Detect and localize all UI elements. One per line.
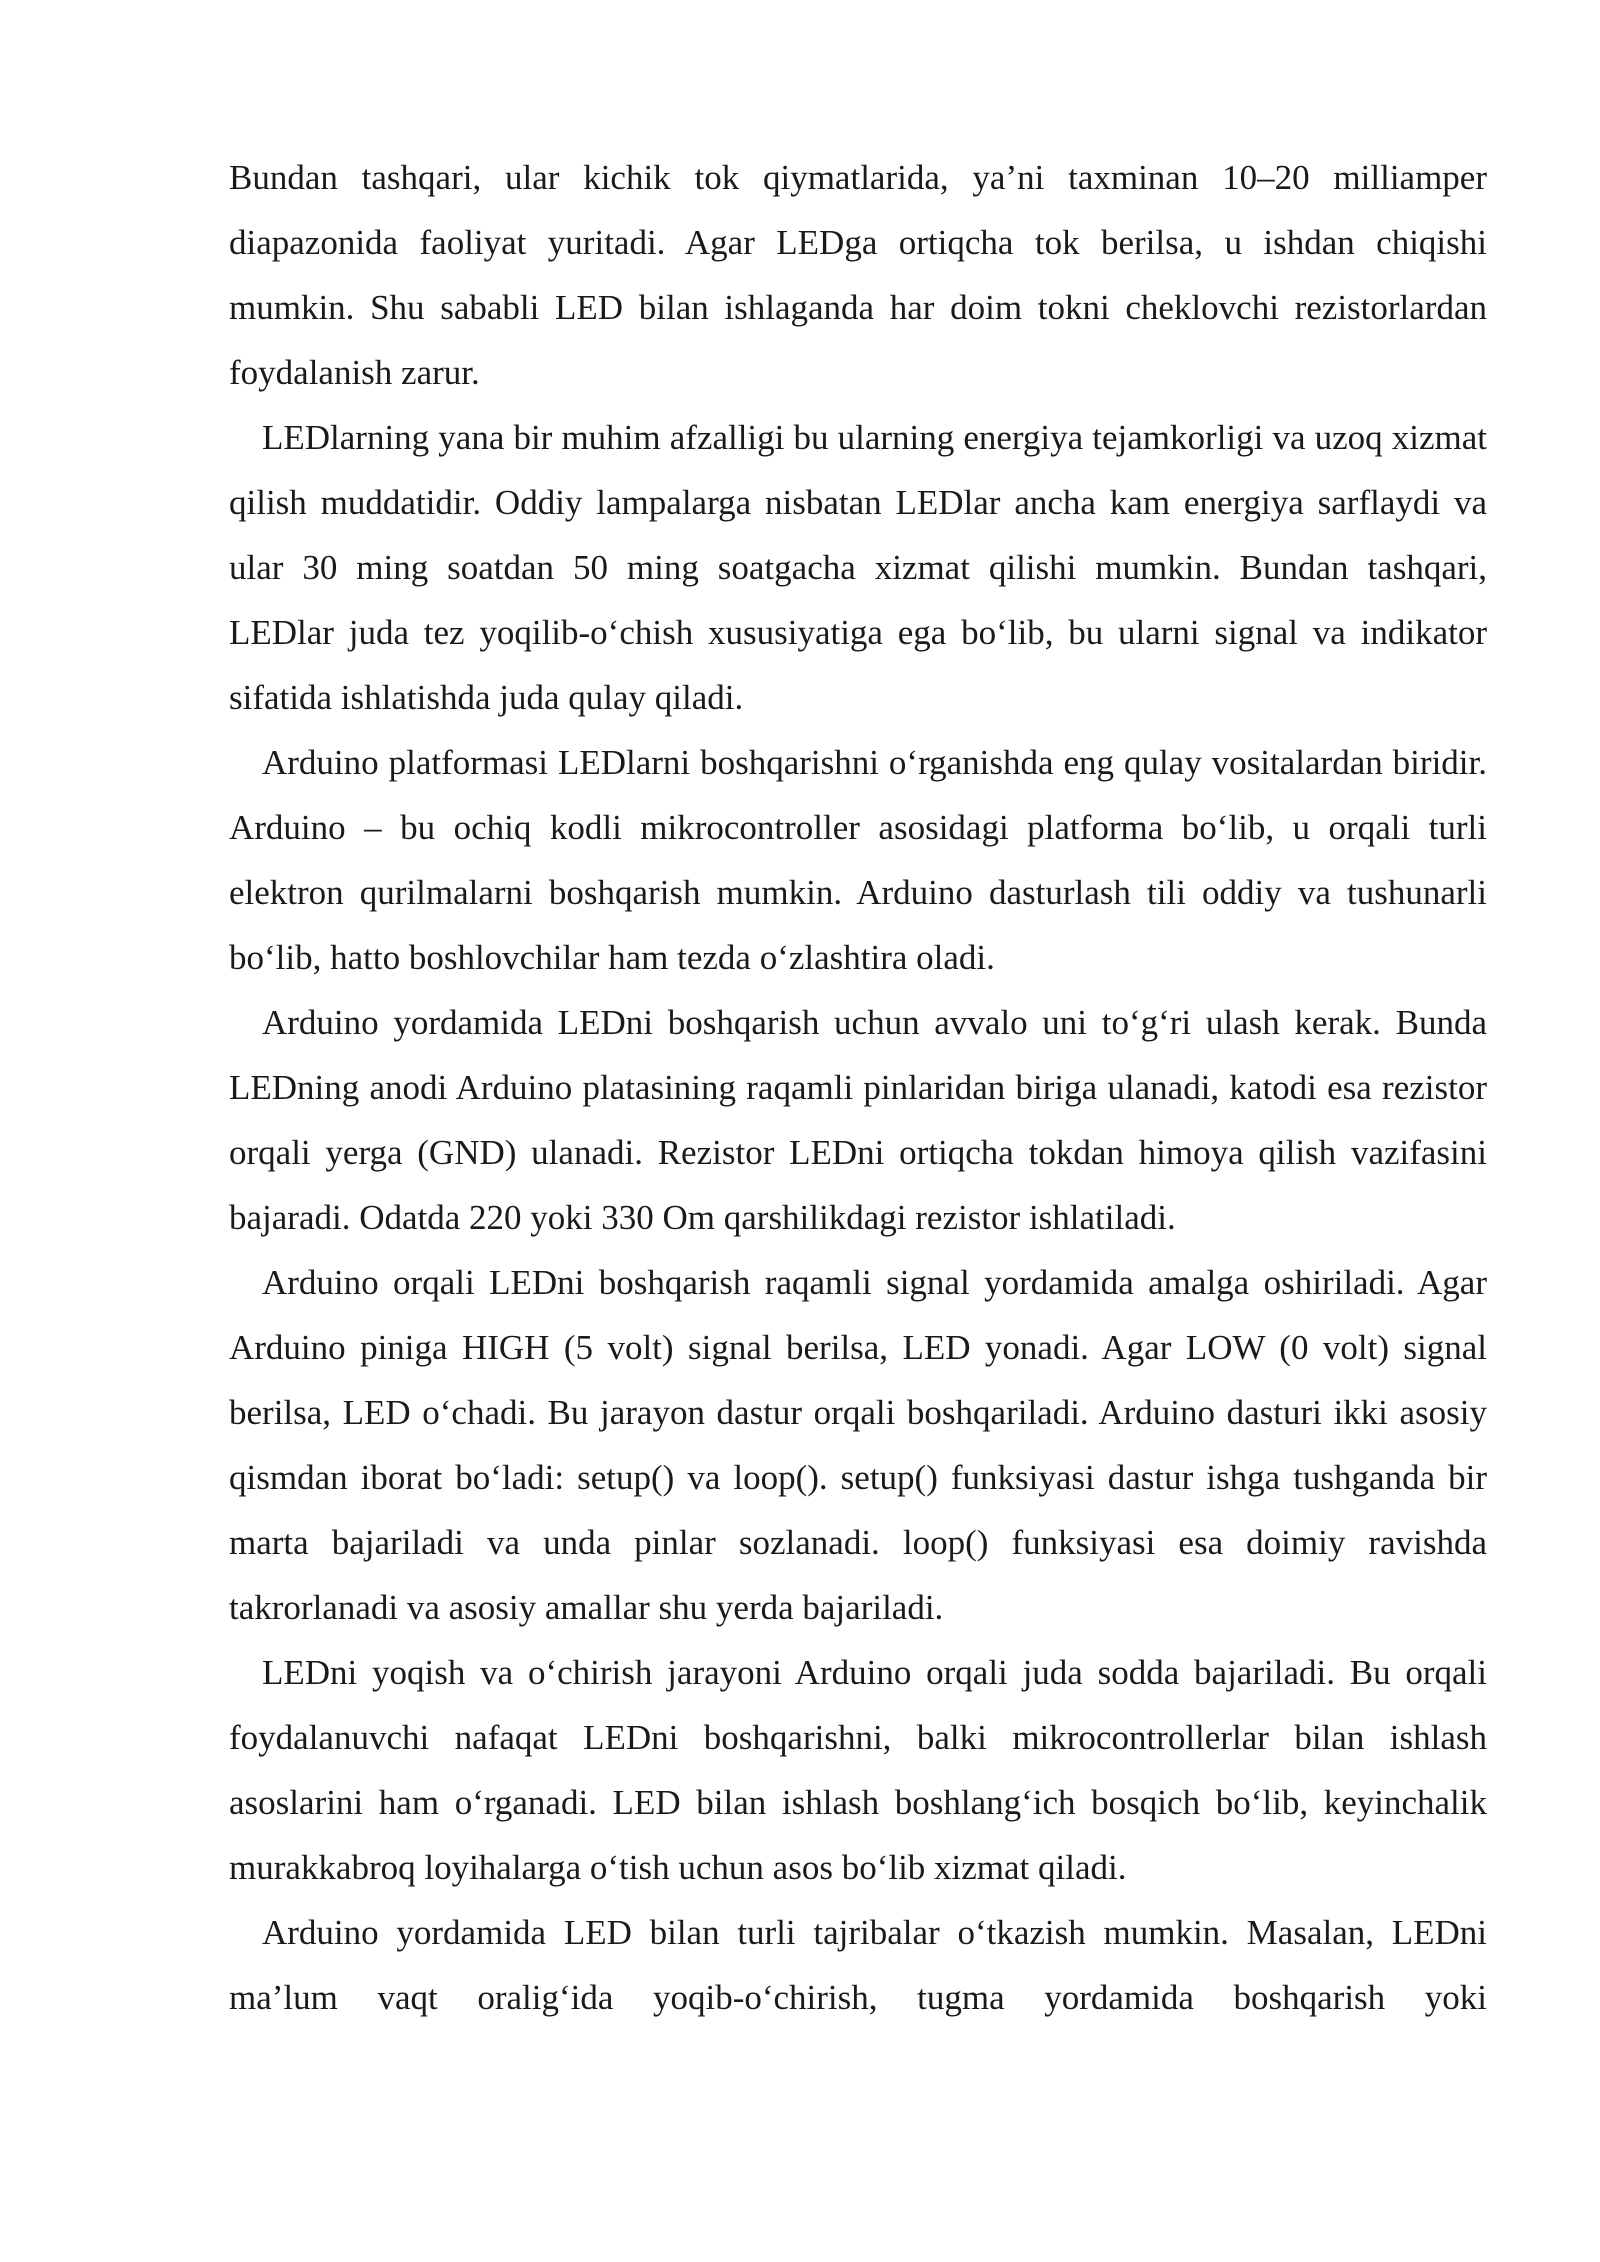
paragraph-arduino-platformasi: Arduino platformasi LEDlarni boshqarishni o‘rganishda eng qulay vositalardan biridir. Arduino – bu ochiq kodli mikrocontroller asosidagi platforma bo‘lib, u orqali turli elektron qurilmalarni boshqarish mumkin. Arduino dasturlash tili oddiy va tushunarli bo‘lib, hatto boshlovchilar ham tezda o‘zlashtira oladi. — [229, 743, 1487, 977]
paragraph-led-ulash: Arduino yordamida LEDni boshqarish uchun avvalo uni to‘g‘ri ulash kerak. Bunda LEDning anodi Arduino platasining raqamli pinlaridan biriga ulanadi, katodi esa rezistor orqali yerga (GND) ulanadi. Rezistor LEDni ortiqcha tokdan himoya qilish vazifasini bajaradi. Odatda 220 yoki 330 Om qarshilikdagi rezistor ishlatiladi. — [229, 1003, 1487, 1237]
paragraph-yoqish-ochirish: LEDni yoqish va o‘chirish jarayoni Arduino orqali juda sodda bajariladi. Bu orqali foydalanuvchi nafaqat LEDni boshqarishni, balki mikrocontrollerlar bilan ishlash asoslarini ham o‘rganadi. LED bilan ishlash boshlang‘ich bosqich bo‘lib, keyinchalik murakkabroq loyihalarga o‘tish uchun asos bo‘lib xizmat qiladi. — [229, 1653, 1487, 1887]
paragraph-raqamli-signal: Arduino orqali LEDni boshqarish raqamli signal yordamida amalga oshiriladi. Agar Arduino piniga HIGH (5 volt) signal berilsa, LED yonadi. Agar LOW (0 volt) signal berilsa, LED o‘chadi. Bu jarayon dastur orqali boshqariladi. Arduino dasturi ikki asosiy qismdan iborat bo‘ladi: setup() va loop(). setup() funksiyasi dastur ishga tushganda bir marta bajariladi va unda pinlar sozlanadi. loop() funksiyasi esa doimiy ravishda takrorlanadi va asosiy amallar shu yerda bajariladi. — [229, 1263, 1487, 1627]
paragraph-tajribalar: Arduino yordamida LED bilan turli tajribalar o‘tkazish mumkin. Masalan, LEDni ma’lum vaqt oralig‘ida yoqib-o‘chirish, tugma yordamida boshqarish yoki — [229, 1913, 1487, 2017]
document-page — [229, 145, 1487, 2030]
paragraph-energiya-tejamkorligi: LEDlarning yana bir muhim afzalligi bu ularning energiya tejamkorligi va uzoq xizmat qilish muddatidir. Oddiy lampalarga nisbatan LEDlar ancha kam energiya sarflaydi va ular 30 ming soatdan 50 ming soatgacha xizmat qilishi mumkin. Bundan tashqari, LEDlar juda tez yoqilib-o‘chish xususiyatiga ega bo‘lib, bu ularni signal va indikator sifatida ishlatishda juda qulay qiladi. — [229, 418, 1487, 717]
paragraph-tok-qiymatlari: Bundan tashqari, ular kichik tok qiymatlarida, ya’ni taxminan 10–20 milliamper diapazonida faoliyat yuritadi. Agar LEDga ortiqcha tok berilsa, u ishdan chiqishi mumkin. Shu sababli LED bilan ishlaganda har doim tokni cheklovchi rezistorlardan foydalanish zarur. — [229, 158, 1487, 392]
